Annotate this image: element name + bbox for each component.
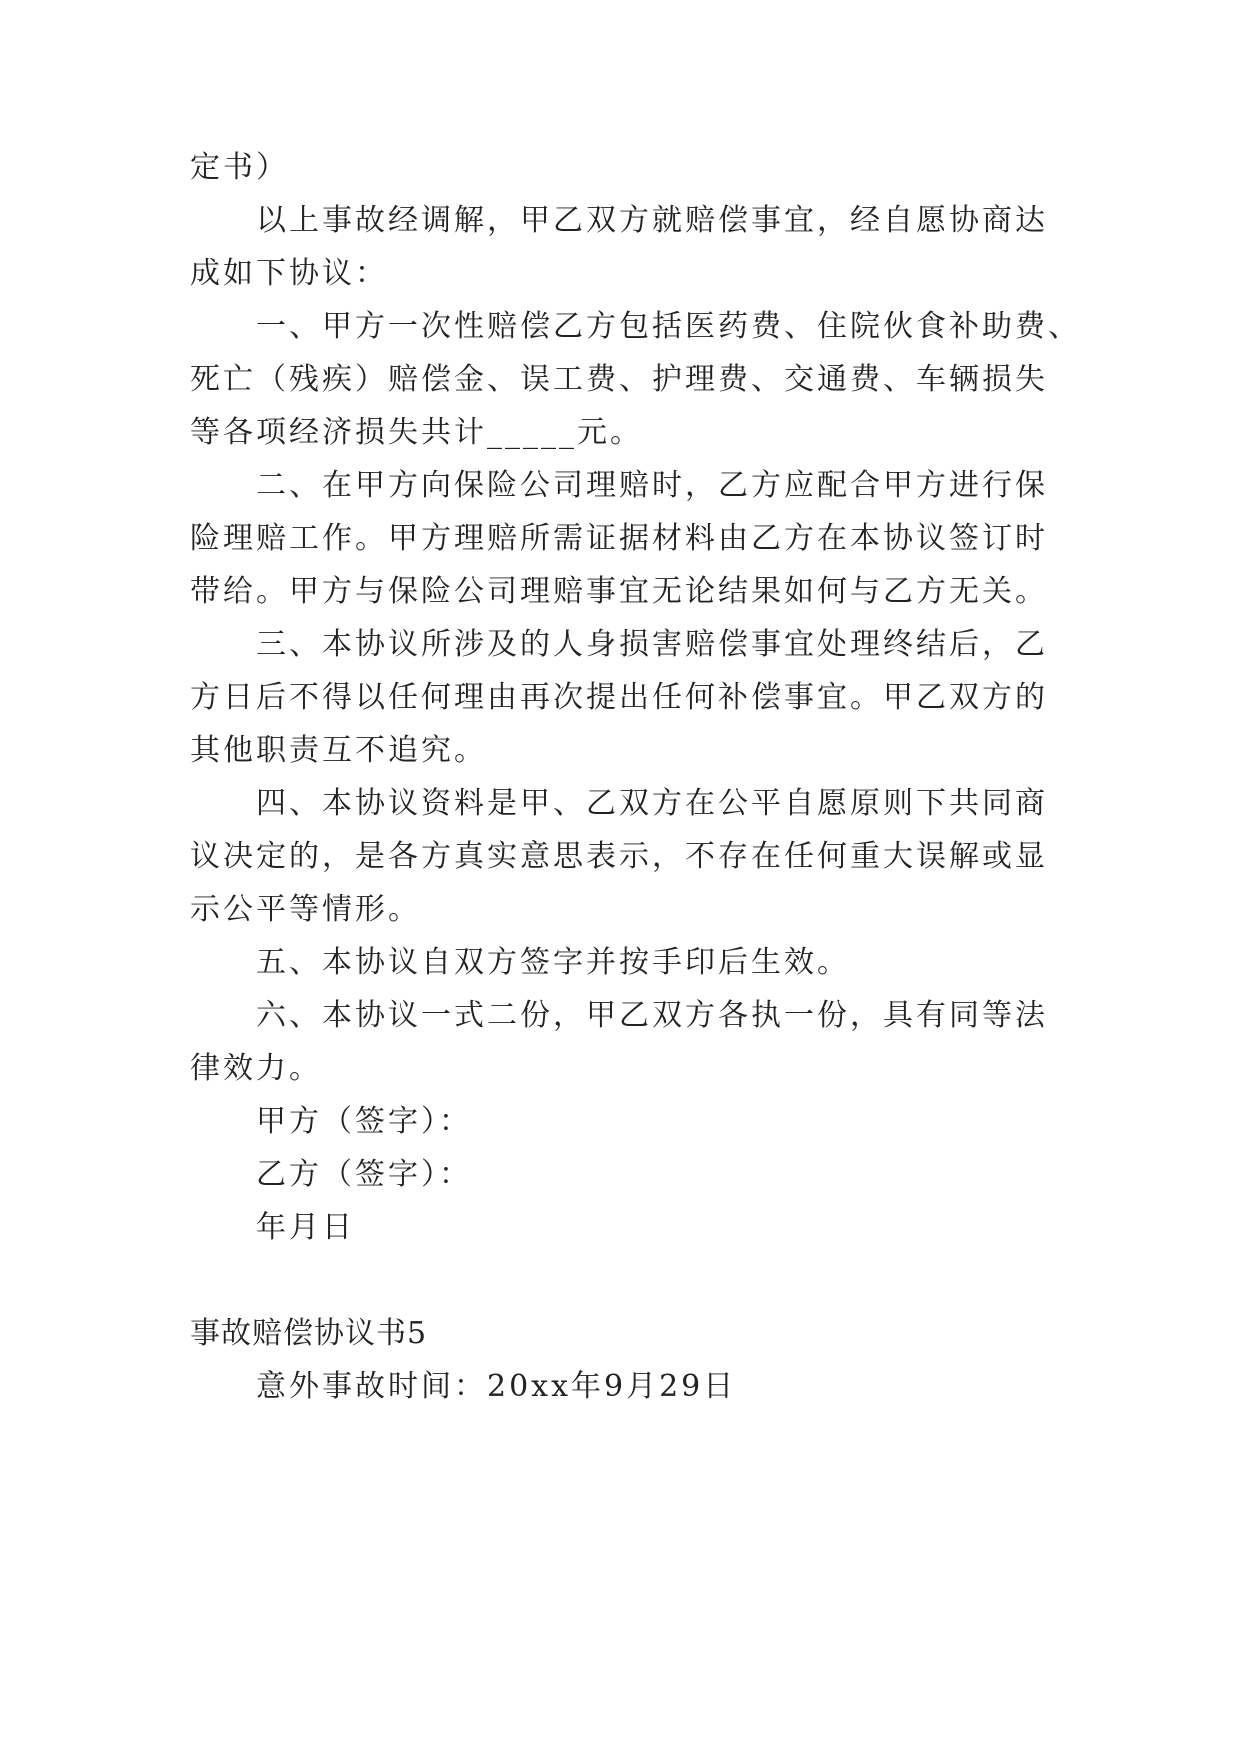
text-line: 险理赔工作。甲方理赔所需证据材料由乙方在本协议签订时	[190, 521, 1048, 556]
text-line: 律效力。	[190, 1051, 322, 1086]
accident-time-line: 意外事故时间：20xx年9月29日	[256, 1369, 737, 1404]
text-line: 方日后不得以任何理由再次提出任何补偿事宜。甲乙双方的	[190, 680, 1048, 715]
party-a-signature-line: 甲方（签字）：	[256, 1104, 472, 1139]
text-line: 成如下协议：	[190, 256, 388, 291]
text-line: 带给。甲方与保险公司理赔事宜无论结果如何与乙方无关。	[190, 574, 1048, 609]
text-line: 死亡（残疾）赔偿金、误工费、护理费、交通费、车辆损失	[190, 362, 1048, 397]
text-line: 其他职责互不追究。	[190, 733, 487, 768]
paragraph-start-line: 以上事故经调解，甲乙双方就赔偿事宜，经自愿协商达	[256, 203, 1048, 238]
clause-2-line: 二、在甲方向保险公司理赔时，乙方应配合甲方进行保	[256, 468, 1048, 503]
text-line: 议决定的，是各方真实意思表示，不存在任何重大误解或显	[190, 839, 1048, 874]
clause-3-line: 三、本协议所涉及的人身损害赔偿事宜处理终结后，乙	[256, 627, 1048, 662]
clause-4-line: 四、本协议资料是甲、乙双方在公平自愿原则下共同商	[256, 786, 1048, 821]
clause-1-line: 一、甲方一次性赔偿乙方包括医药费、住院伙食补助费、	[256, 309, 1081, 344]
text-line: 示公平等情形。	[190, 892, 421, 927]
text-line: 定书）	[190, 150, 289, 185]
text-line: 等各项经济损失共计_____元。	[190, 415, 643, 450]
clause-6-line: 六、本协议一式二份，甲乙双方各执一份，具有同等法	[256, 998, 1048, 1033]
clause-5-line: 五、本协议自双方签字并按手印后生效。	[256, 945, 850, 980]
party-b-signature-line: 乙方（签字）：	[256, 1157, 472, 1192]
section-title: 事故赔偿协议书5	[190, 1316, 428, 1351]
date-line: 年月日	[256, 1210, 355, 1245]
